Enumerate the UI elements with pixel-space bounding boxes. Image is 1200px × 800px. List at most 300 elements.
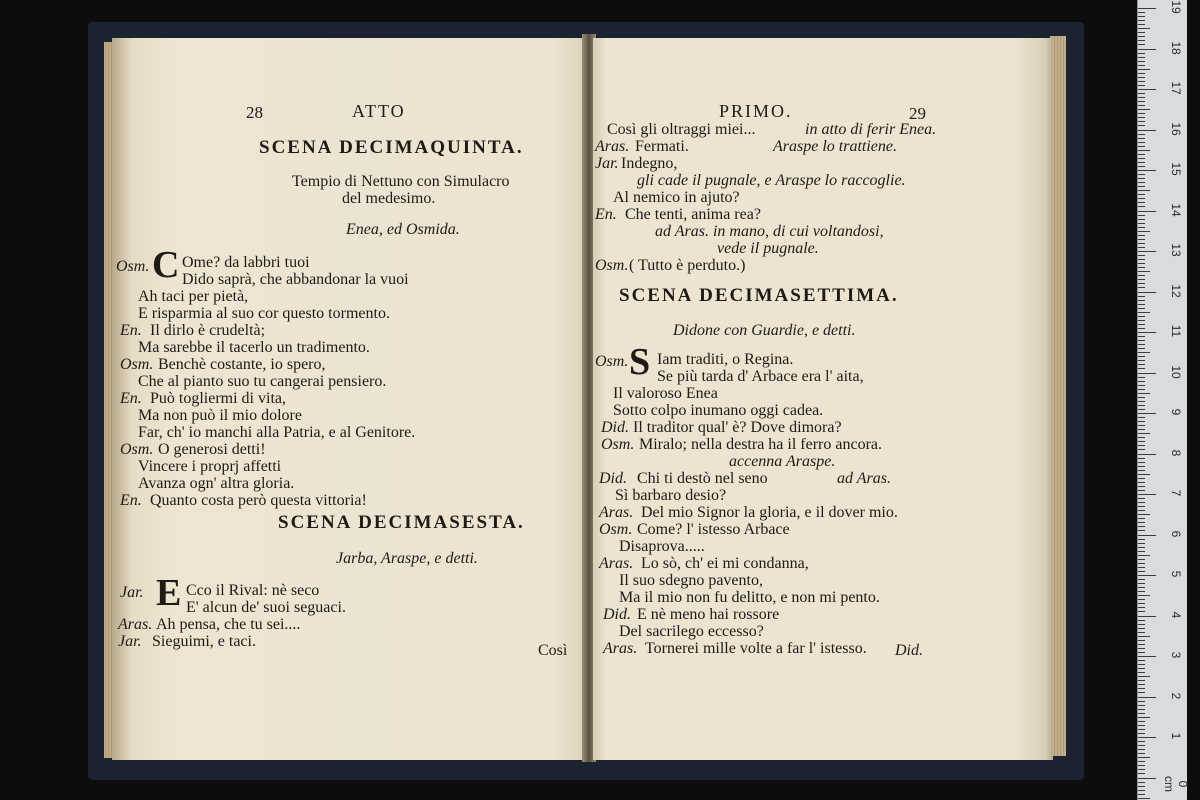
speaker: Osm. xyxy=(599,521,633,538)
ruler-tick xyxy=(1138,725,1145,726)
ruler-tick xyxy=(1138,539,1145,540)
ruler-tick xyxy=(1138,773,1145,774)
ruler-tick xyxy=(1138,186,1145,187)
speaker: Did. xyxy=(599,470,627,487)
ruler-tick xyxy=(1138,644,1145,645)
ruler-tick xyxy=(1138,28,1150,29)
ruler-tick xyxy=(1138,701,1145,702)
ruler-tick xyxy=(1138,417,1145,418)
ruler-tick xyxy=(1138,182,1145,183)
ruler-tick xyxy=(1138,397,1145,398)
ruler-tick xyxy=(1138,474,1150,475)
speaker: Osm. xyxy=(120,441,154,458)
verse-line: Ma il mio non fu delitto, e non mi pento. xyxy=(619,589,880,606)
ruler-number: 7 xyxy=(1169,489,1183,497)
speaker: Osm. xyxy=(120,356,154,373)
ruler-tick xyxy=(1138,794,1145,795)
ruler-number: 6 xyxy=(1169,530,1183,537)
speaker: Jar. xyxy=(120,584,144,601)
verse-line: Cco il Rival: nè seco xyxy=(186,582,320,599)
ruler-tick xyxy=(1138,190,1150,191)
ruler-tick xyxy=(1138,385,1145,386)
ruler-tick xyxy=(1138,178,1145,179)
ruler-tick xyxy=(1138,336,1145,337)
ruler-tick xyxy=(1138,36,1145,37)
ruler-tick xyxy=(1138,206,1145,207)
ruler-tick xyxy=(1138,352,1150,353)
speaker: Did. xyxy=(603,606,631,623)
ruler-tick xyxy=(1138,32,1145,33)
verse-line: Il traditor qual' è? Dove dimora? xyxy=(633,419,842,436)
ruler-tick xyxy=(1138,757,1150,758)
verse-line: Che tenti, anima rea? xyxy=(625,206,761,223)
setting-line: Tempio di Nettuno con Simulacro xyxy=(292,173,510,190)
scene-title: SCENA DECIMASETTIMA. xyxy=(619,285,899,306)
ruler-tick xyxy=(1138,579,1145,580)
verse-line: Ma sarebbe il tacerlo un tradimento. xyxy=(138,339,370,356)
ruler-number: 18 xyxy=(1169,40,1183,55)
speaker: Osm. xyxy=(601,436,635,453)
ruler-tick xyxy=(1138,640,1145,641)
ruler-tick xyxy=(1138,575,1156,576)
ruler-tick xyxy=(1138,798,1150,799)
ruler-tick xyxy=(1138,599,1145,600)
ruler-tick xyxy=(1138,765,1145,766)
verse-line: Sotto colpo inumano oggi cadea. xyxy=(613,402,824,419)
drop-cap: E xyxy=(156,572,182,614)
ruler-tick xyxy=(1138,296,1145,297)
verse-line: Benchè costante, io spero, xyxy=(158,356,326,373)
ruler-tick xyxy=(1138,12,1145,13)
ruler-tick xyxy=(1138,16,1145,17)
ruler-tick xyxy=(1138,154,1145,155)
left-page xyxy=(112,38,584,760)
ruler-tick xyxy=(1138,571,1145,572)
ruler-tick xyxy=(1138,697,1156,698)
verse-line: Iam traditi, o Regina. xyxy=(657,351,794,368)
ruler-tick xyxy=(1138,616,1156,617)
ruler-number: 11 xyxy=(1169,324,1183,338)
ruler-tick xyxy=(1138,243,1145,244)
ruler-tick xyxy=(1138,292,1156,293)
ruler-tick xyxy=(1138,680,1145,681)
ruler-tick xyxy=(1138,125,1145,126)
catchword: Did. xyxy=(895,642,923,659)
ruler-tick xyxy=(1138,389,1145,390)
ruler-tick xyxy=(1138,510,1145,511)
page-number: 29 xyxy=(909,104,926,123)
ruler-tick xyxy=(1138,790,1145,791)
ruler-tick xyxy=(1138,543,1145,544)
speaker: Osm. xyxy=(116,258,150,275)
ruler-tick xyxy=(1138,271,1150,272)
ruler-tick xyxy=(1138,223,1145,224)
ruler-tick xyxy=(1138,660,1145,661)
ruler-tick xyxy=(1138,555,1150,556)
ruler-tick xyxy=(1138,81,1145,82)
ruler-number: 10 xyxy=(1169,364,1183,379)
ruler-tick xyxy=(1138,458,1145,459)
ruler-tick xyxy=(1138,454,1156,455)
ruler-tick xyxy=(1138,445,1145,446)
verse-line: Del sacrilego eccesso? xyxy=(619,623,764,640)
ruler-number: 16 xyxy=(1169,121,1183,136)
stage-direction: vede il pugnale. xyxy=(717,240,819,257)
verse-line: Avanza ogn' altra gloria. xyxy=(138,475,295,492)
verse-line: E risparmia al suo cor questo tormento. xyxy=(138,305,390,322)
ruler-number: 15 xyxy=(1169,162,1183,176)
ruler-tick xyxy=(1138,551,1145,552)
ruler-tick xyxy=(1138,567,1145,568)
ruler-tick xyxy=(1138,741,1145,742)
ruler-tick xyxy=(1138,413,1156,414)
stage-direction: gli cade il pugnale, e Araspe lo raccoglie. xyxy=(637,172,906,189)
ruler-tick xyxy=(1138,134,1145,135)
running-head: PRIMO. xyxy=(719,101,793,121)
verse-line: Quanto costa però questa vittoria! xyxy=(150,492,367,509)
verse-line: E nè meno hai rossore xyxy=(637,606,780,623)
ruler-tick xyxy=(1138,611,1145,612)
ruler-tick xyxy=(1138,267,1145,268)
ruler-tick xyxy=(1138,514,1150,515)
ruler-tick xyxy=(1138,340,1145,341)
speaker: En. xyxy=(120,322,142,339)
ruler-tick xyxy=(1138,65,1145,66)
ruler-tick xyxy=(1138,717,1150,718)
ruler-tick xyxy=(1138,150,1150,151)
ruler-tick xyxy=(1138,441,1145,442)
verse-line: Il valoroso Enea xyxy=(613,385,718,402)
ruler-tick xyxy=(1138,648,1145,649)
verse-line: Ome? da labbri tuoi xyxy=(182,254,310,271)
ruler-tick xyxy=(1138,729,1145,730)
speaker: En. xyxy=(595,206,617,223)
ruler-tick xyxy=(1138,713,1145,714)
scene-title: SCENA DECIMASESTA. xyxy=(278,512,525,533)
ruler-tick xyxy=(1138,320,1145,321)
speaker: Jar. xyxy=(118,633,142,650)
ruler-tick xyxy=(1138,57,1145,58)
ruler-tick xyxy=(1138,782,1145,783)
ruler-tick xyxy=(1138,49,1156,50)
ruler-tick xyxy=(1138,283,1145,284)
ruler-number: 9 xyxy=(1169,408,1183,416)
ruler-tick xyxy=(1138,251,1156,252)
ruler-tick xyxy=(1138,583,1145,584)
ruler-tick xyxy=(1138,105,1145,106)
ruler-tick xyxy=(1138,486,1145,487)
ruler-tick xyxy=(1138,97,1145,98)
verse-line: Vincere i proprj affetti xyxy=(138,458,282,475)
ruler-tick xyxy=(1138,44,1145,45)
ruler-tick xyxy=(1138,778,1156,779)
ruler-tick xyxy=(1138,628,1145,629)
ruler-tick xyxy=(1138,656,1156,657)
speaker: Osm. xyxy=(595,353,629,370)
ruler-tick xyxy=(1138,672,1145,673)
verse-line: Far, ch' io manchi alla Patria, e al Genitore. xyxy=(138,424,416,441)
ruler-tick xyxy=(1138,360,1145,361)
ruler-tick xyxy=(1138,595,1150,596)
ruler-tick xyxy=(1138,146,1145,147)
ruler-tick xyxy=(1138,255,1145,256)
ruler-tick xyxy=(1138,494,1156,495)
ruler-tick xyxy=(1138,518,1145,519)
verse-line: Tornerei mille volte a far l' istesso. xyxy=(645,640,867,657)
ruler-tick xyxy=(1138,215,1145,216)
ruler-tick xyxy=(1138,24,1145,25)
verse-line: Al nemico in ajuto? xyxy=(613,189,740,206)
ruler-tick xyxy=(1138,77,1145,78)
ruler-tick xyxy=(1138,235,1145,236)
ruler-tick xyxy=(1138,332,1156,333)
ruler-tick xyxy=(1138,449,1145,450)
scene-title: SCENA DECIMAQUINTA. xyxy=(259,137,524,158)
ruler-tick xyxy=(1138,239,1145,240)
ruler-tick xyxy=(1138,73,1145,74)
ruler-tick xyxy=(1138,547,1145,548)
ruler-tick xyxy=(1138,312,1150,313)
ruler-tick xyxy=(1138,202,1145,203)
ruler-tick xyxy=(1138,705,1145,706)
ruler-tick xyxy=(1138,668,1145,669)
verse-line: Fermati. xyxy=(635,138,689,155)
verse-line: ( Tutto è perduto.) xyxy=(629,257,746,274)
verse-line: Può togliermi di vita, xyxy=(150,390,286,407)
verse-line: O generosi detti! xyxy=(158,441,266,458)
ruler-tick xyxy=(1138,174,1145,175)
ruler-tick xyxy=(1138,377,1145,378)
verse-line: Del mio Signor la gloria, e il dover mio. xyxy=(641,504,898,521)
ruler-number: 5 xyxy=(1169,570,1183,578)
stage-direction: in atto di ferir Enea. xyxy=(805,121,937,138)
ruler-tick xyxy=(1138,194,1145,195)
ruler-tick xyxy=(1138,433,1150,434)
ruler-tick xyxy=(1138,113,1145,114)
ruler-tick xyxy=(1138,603,1145,604)
ruler-tick xyxy=(1138,279,1145,280)
ruler-tick xyxy=(1138,219,1145,220)
ruler-tick xyxy=(1138,652,1145,653)
ruler-tick xyxy=(1138,198,1145,199)
verse-line: Sì barbaro desio? xyxy=(615,487,727,504)
verse-line: Sieguimi, e taci. xyxy=(152,633,256,650)
verse-line: Lo sò, ch' ei mi condanna, xyxy=(641,555,809,572)
ruler-tick xyxy=(1138,324,1145,325)
verse-line: Ma non può il mio dolore xyxy=(138,407,302,424)
measurement-ruler xyxy=(1137,0,1190,800)
scene-characters: Jarba, Araspe, e detti. xyxy=(336,550,478,567)
ruler-tick xyxy=(1138,170,1156,171)
ruler-tick xyxy=(1138,786,1145,787)
ruler-tick xyxy=(1138,761,1145,762)
ruler-tick xyxy=(1138,462,1145,463)
ruler-tick xyxy=(1138,287,1145,288)
ruler-number: 4 xyxy=(1169,611,1183,618)
verse-line: Il dirlo è crudeltà; xyxy=(150,322,266,339)
ruler-tick xyxy=(1138,692,1145,693)
page-number: 28 xyxy=(246,103,263,122)
ruler-tick xyxy=(1138,466,1145,467)
ruler-tick xyxy=(1138,328,1145,329)
scene-characters: Enea, ed Osmida. xyxy=(346,221,460,238)
ruler-tick xyxy=(1138,745,1145,746)
speaker: En. xyxy=(120,492,142,509)
ruler-tick xyxy=(1138,664,1145,665)
drop-cap: C xyxy=(152,244,180,286)
ruler-tick xyxy=(1138,482,1145,483)
ruler-number: 0 cm xyxy=(1162,775,1190,792)
ruler-tick xyxy=(1138,85,1145,86)
ruler-tick xyxy=(1138,470,1145,471)
ruler-tick xyxy=(1138,316,1145,317)
speaker: Aras. xyxy=(595,138,630,155)
scene-characters: Didone con Guardie, e detti. xyxy=(673,322,856,339)
ruler-tick xyxy=(1138,300,1145,301)
speaker: Aras. xyxy=(118,616,153,633)
ruler-tick xyxy=(1138,53,1145,54)
ruler-tick xyxy=(1138,109,1150,110)
ruler-tick xyxy=(1138,89,1156,90)
ruler-tick xyxy=(1138,364,1145,365)
verse-line: Così gli oltraggi miei... xyxy=(607,121,756,138)
ruler-tick xyxy=(1138,559,1145,560)
ruler-number: 2 xyxy=(1169,692,1183,699)
ruler-tick xyxy=(1138,421,1145,422)
ruler-tick xyxy=(1138,373,1156,374)
ruler-tick xyxy=(1138,142,1145,143)
speaker: Did. xyxy=(601,419,629,436)
speaker: Aras. xyxy=(599,555,634,572)
ruler-tick xyxy=(1138,40,1145,41)
ruler-tick xyxy=(1138,769,1145,770)
ruler-number: 3 xyxy=(1169,651,1183,659)
ruler-tick xyxy=(1138,275,1145,276)
ruler-tick xyxy=(1138,227,1145,228)
ruler-tick xyxy=(1138,684,1145,685)
verse-line: Disaprova..... xyxy=(619,538,705,555)
speaker: En. xyxy=(120,390,142,407)
verse-line: Chi ti destò nel seno xyxy=(637,470,768,487)
ruler-tick xyxy=(1138,138,1145,139)
ruler-number: 8 xyxy=(1169,449,1183,456)
ruler-number: 19 xyxy=(1169,0,1183,14)
ruler-number: 14 xyxy=(1169,202,1183,217)
ruler-tick xyxy=(1138,166,1145,167)
setting-line: del medesimo. xyxy=(342,190,436,207)
ruler-number: 13 xyxy=(1169,243,1183,257)
ruler-tick xyxy=(1138,733,1145,734)
verse-line: Ah taci per pietà, xyxy=(138,288,249,305)
ruler-tick xyxy=(1138,753,1145,754)
verse-line: Se più tarda d' Arbace era l' aita, xyxy=(657,368,864,385)
ruler-tick xyxy=(1138,348,1145,349)
ruler-tick xyxy=(1138,478,1145,479)
stage-direction: Araspe lo trattiene. xyxy=(773,138,897,155)
ruler-tick xyxy=(1138,737,1156,738)
speaker: Aras. xyxy=(603,640,638,657)
speaker: Osm. xyxy=(595,257,629,274)
ruler-number: 17 xyxy=(1169,81,1183,95)
ruler-tick xyxy=(1138,607,1145,608)
ruler-tick xyxy=(1138,506,1145,507)
right-page xyxy=(593,38,1053,760)
ruler-tick xyxy=(1138,368,1145,369)
ruler-tick xyxy=(1138,231,1150,232)
ruler-tick xyxy=(1138,393,1150,394)
ruler-tick xyxy=(1138,93,1145,94)
catchword: Così xyxy=(538,642,568,659)
ruler-tick xyxy=(1138,632,1145,633)
ruler-tick xyxy=(1138,61,1145,62)
ruler-tick xyxy=(1138,69,1150,70)
verse-line: E' alcun de' suoi seguaci. xyxy=(186,599,346,616)
ruler-tick xyxy=(1138,121,1145,122)
ruler-tick xyxy=(1138,308,1145,309)
stage-direction: ad Aras. xyxy=(837,470,891,487)
ruler-tick xyxy=(1138,158,1145,159)
verse-line: Dido saprà, che abbandonar la vuoi xyxy=(182,271,409,288)
stage-direction: ad Aras. in mano, di cui voltandosi, xyxy=(655,223,884,240)
ruler-tick xyxy=(1138,259,1145,260)
ruler-tick xyxy=(1138,409,1145,410)
ruler-tick xyxy=(1138,405,1145,406)
ruler-tick xyxy=(1138,130,1156,131)
drop-cap: S xyxy=(629,341,651,383)
ruler-tick xyxy=(1138,591,1145,592)
ruler-number: 1 xyxy=(1169,732,1183,740)
ruler-tick xyxy=(1138,437,1145,438)
ruler-tick xyxy=(1138,587,1145,588)
ruler-tick xyxy=(1138,381,1145,382)
ruler-tick xyxy=(1138,162,1145,163)
ruler-tick xyxy=(1138,356,1145,357)
ruler-tick xyxy=(1138,535,1156,536)
ruler-tick xyxy=(1138,247,1145,248)
ruler-tick xyxy=(1138,688,1145,689)
ruler-tick xyxy=(1138,498,1145,499)
verse-line: Indegno, xyxy=(621,155,678,172)
ruler-tick xyxy=(1138,563,1145,564)
ruler-tick xyxy=(1138,117,1145,118)
ruler-tick xyxy=(1138,522,1145,523)
speaker: Aras. xyxy=(599,504,634,521)
verse-line: Miralo; nella destra ha il ferro ancora. xyxy=(639,436,882,453)
ruler-tick xyxy=(1138,101,1145,102)
ruler-tick xyxy=(1138,263,1145,264)
ruler-tick xyxy=(1138,530,1145,531)
ruler-tick xyxy=(1138,304,1145,305)
ruler-tick xyxy=(1138,20,1145,21)
ruler-tick xyxy=(1138,425,1145,426)
ruler-tick xyxy=(1138,401,1145,402)
ruler-tick xyxy=(1138,502,1145,503)
ruler-tick xyxy=(1138,636,1150,637)
ruler-tick xyxy=(1138,429,1145,430)
speaker: Jar. xyxy=(595,155,619,172)
ruler-tick xyxy=(1138,344,1145,345)
ruler-tick xyxy=(1138,624,1145,625)
ruler-tick xyxy=(1138,211,1156,212)
ruler-number: 12 xyxy=(1169,283,1183,298)
ruler-tick xyxy=(1138,620,1145,621)
ruler-tick xyxy=(1138,526,1145,527)
verse-line: Che al pianto suo tu cangerai pensiero. xyxy=(138,373,387,390)
ruler-tick xyxy=(1138,8,1156,9)
ruler-tick xyxy=(1138,490,1145,491)
ruler-tick xyxy=(1138,721,1145,722)
verse-line: Ah pensa, che tu sei.... xyxy=(156,616,301,633)
